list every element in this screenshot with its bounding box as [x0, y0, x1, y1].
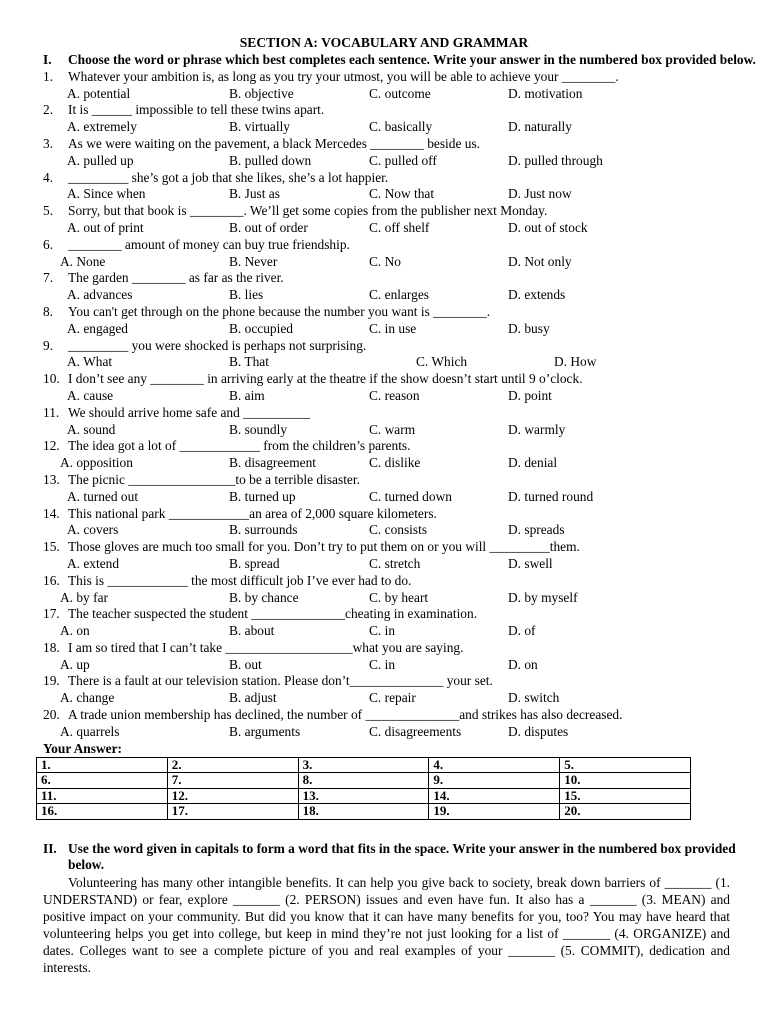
question-text: Sorry, but that book is ________. We’ll get some copies from the publisher next Monday. [68, 203, 548, 219]
question-number: 1. [43, 68, 54, 84]
answer-box[interactable]: 5. [560, 757, 691, 773]
answer-box[interactable]: 18. [298, 804, 429, 820]
question-number: 13. [43, 471, 60, 487]
question-number: 4. [43, 169, 54, 185]
question-number: 9. [43, 337, 54, 353]
question-11 [0, 405, 768, 422]
option-c: C. reason [369, 387, 420, 403]
option-c: C. Now that [369, 186, 435, 202]
question-text: _________ she’s got a job that she likes, she’s a lot happier. [68, 169, 389, 185]
question-options [0, 657, 768, 674]
option-b: B. turned up [229, 488, 296, 504]
option-d: D. turned round [508, 488, 594, 504]
answer-box[interactable]: 13. [298, 788, 429, 804]
question-options [0, 86, 768, 103]
question-text: The teacher suspected the student ______________cheating in examination. [68, 606, 478, 622]
option-c: C. in [369, 656, 396, 672]
option-a: A. by far [60, 589, 108, 605]
answer-box[interactable]: 14. [429, 788, 560, 804]
question-options [0, 186, 768, 203]
question-text: You can't get through on the phone because the number you want is ________. [68, 303, 491, 319]
option-b: B. disagreement [229, 455, 317, 471]
option-a: A. Since when [67, 186, 146, 202]
question-number: 12. [43, 438, 60, 454]
question-options [0, 388, 768, 405]
option-b: B. out [229, 656, 262, 672]
option-d: D. out of stock [508, 219, 588, 235]
question-number: 6. [43, 236, 54, 252]
answer-box[interactable]: 17. [167, 804, 298, 820]
option-a: A. change [60, 690, 115, 706]
question-8 [0, 304, 768, 321]
option-b: B. pulled down [229, 152, 312, 168]
answer-box[interactable]: 9. [429, 773, 560, 789]
part1-instruction-text: Choose the word or phrase which best completes each sentence. Write your answer in the numbered box provided below. [68, 52, 756, 67]
option-c: C. dislike [369, 455, 421, 471]
option-a: A. pulled up [67, 152, 134, 168]
answer-box[interactable]: 6. [37, 773, 168, 789]
question-text: As we were waiting on the pavement, a black Mercedes ________ beside us. [68, 135, 481, 151]
question-options [0, 556, 768, 573]
question-text: _________ you were shocked is perhaps not surprising. [68, 337, 367, 353]
option-d: D. naturally [508, 119, 572, 135]
option-a: A. turned out [67, 488, 139, 504]
question-15 [0, 539, 768, 556]
answer-box[interactable]: 12. [167, 788, 298, 804]
option-d: D. extends [508, 287, 566, 303]
question-options [0, 724, 768, 741]
option-a: A. potential [67, 85, 131, 101]
option-a: A. extremely [67, 119, 137, 135]
option-b: B. by chance [229, 589, 299, 605]
answer-box[interactable]: 15. [560, 788, 691, 804]
option-d: D. motivation [508, 85, 583, 101]
question-16 [0, 573, 768, 590]
option-c: C. by heart [369, 589, 429, 605]
question-text: This national park ____________an area of 2,000 square kilometers. [68, 505, 437, 521]
option-b: B. surrounds [229, 522, 298, 538]
question-options [0, 489, 768, 506]
answer-box[interactable]: 20. [560, 804, 691, 820]
question-text: It is ______ impossible to tell these twins apart. [68, 102, 325, 118]
question-number: 5. [43, 203, 54, 219]
part2-instruction [0, 841, 768, 875]
option-b: B. arguments [229, 723, 301, 739]
option-a: A. quarrels [60, 723, 120, 739]
question-text: A trade union membership has declined, the number of ______________and strikes has also decreased. [68, 707, 623, 723]
option-a: A. None [60, 253, 106, 269]
answer-box[interactable]: 11. [37, 788, 168, 804]
question-13 [0, 472, 768, 489]
option-a: A. sound [67, 421, 116, 437]
option-c: C. in [369, 623, 396, 639]
question-1 [0, 69, 768, 86]
section-title: SECTION A: VOCABULARY AND GRAMMAR [239, 35, 529, 50]
question-4 [0, 170, 768, 187]
question-5 [0, 203, 768, 220]
question-12 [0, 438, 768, 455]
option-c: C. pulled off [369, 152, 437, 168]
option-d: D. busy [508, 320, 550, 336]
option-b: B. spread [229, 555, 280, 571]
part1-instruction [0, 52, 768, 69]
question-20 [0, 707, 768, 724]
option-c: C. turned down [369, 488, 452, 504]
question-number: 16. [43, 572, 60, 588]
option-d: D. of [508, 623, 536, 639]
question-number: 2. [43, 102, 54, 118]
answer-box[interactable]: 8. [298, 773, 429, 789]
question-options [0, 321, 768, 338]
option-c: C. disagreements [369, 723, 462, 739]
question-text: I am so tired that I can’t take ___________________what you are saying. [68, 639, 464, 655]
question-7 [0, 270, 768, 287]
question-options [0, 220, 768, 237]
question-number: 7. [43, 270, 54, 286]
question-options [0, 287, 768, 304]
option-b: B. aim [229, 387, 265, 403]
option-d: D. on [508, 656, 538, 672]
option-a: A. engaged [67, 320, 128, 336]
option-c: C. basically [369, 119, 433, 135]
part2-number: II. [43, 840, 57, 856]
question-9 [0, 338, 768, 355]
option-a: A. What [67, 354, 113, 370]
answer-box[interactable]: 1. [37, 757, 168, 773]
question-number: 14. [43, 505, 60, 521]
option-a: A. on [60, 623, 90, 639]
option-a: A. opposition [60, 455, 133, 471]
option-b: B. Never [229, 253, 278, 269]
question-text: ________ amount of money can buy true friendship. [68, 236, 350, 252]
option-d: D. warmly [508, 421, 566, 437]
option-c: C. outcome [369, 85, 431, 101]
part2-paragraph-text: Volunteering has many other intangible benefits. It can help you give back to society, break down barriers of _______ (1. UNDERSTAND) or fear, explore _______ (2. PERSON) issues and even have fun. It also has a _______ (3. MEAN) and positive impact on your community. But did you know that it can have many benefits for you, too? You may have heard that volunteering helps you get into college, but keep in mind they’re not just looking for a list of _______ (4. ORGANIZE) and dates. Colleges want to see a complete picture of you and real examples of your _______ (5. COMMIT), dedication and interests. [43, 875, 730, 976]
answer-box[interactable]: 3. [298, 757, 429, 773]
option-b: B. occupied [229, 320, 293, 336]
option-a: A. up [60, 656, 90, 672]
option-a: A. covers [67, 522, 119, 538]
question-text: Whatever your ambition is, as long as you try your utmost, you will be able to achieve your ________. [68, 68, 619, 84]
question-number: 8. [43, 303, 54, 319]
option-c: C. enlarges [369, 287, 429, 303]
question-number: 20. [43, 707, 60, 723]
option-c: C. off shelf [369, 219, 430, 235]
option-a: A. advances [67, 287, 133, 303]
question-options [0, 119, 768, 136]
question-options [0, 422, 768, 439]
question-text: The idea got a lot of ____________ from the children’s parents. [68, 438, 411, 454]
option-b: B. out of order [229, 219, 308, 235]
option-d: D. disputes [508, 723, 569, 739]
question-options [0, 522, 768, 539]
question-options [0, 590, 768, 607]
option-a: A. extend [67, 555, 120, 571]
option-c: C. stretch [369, 555, 421, 571]
option-c: C. No [369, 253, 401, 269]
question-text: There is a fault at our television station. Please don’t______________ your set. [68, 673, 493, 689]
option-a: A. cause [67, 387, 114, 403]
option-c: C. consists [369, 522, 428, 538]
part2-instruction-text: Use the word given in capitals to form a word that fits in the space. Write your answer in the numbered box provided below. [68, 840, 736, 873]
question-options [0, 690, 768, 707]
option-d: D. Just now [508, 186, 572, 202]
option-c: C. Which [416, 354, 468, 370]
answer-box[interactable]: 16. [37, 804, 168, 820]
answer-row [37, 804, 691, 820]
question-options [0, 623, 768, 640]
question-text: This is ____________ the most difficult job I’ve ever had to do. [68, 572, 412, 588]
question-6 [0, 237, 768, 254]
question-number: 10. [43, 371, 60, 387]
option-c: C. in use [369, 320, 417, 336]
question-options [0, 455, 768, 472]
question-number: 15. [43, 539, 60, 555]
question-number: 18. [43, 639, 60, 655]
answer-row [37, 757, 691, 773]
option-d: D. pulled through [508, 152, 603, 168]
option-d: D. Not only [508, 253, 572, 269]
option-d: D. by myself [508, 589, 578, 605]
option-b: B. Just as [229, 186, 280, 202]
answer-grid [36, 757, 691, 820]
answer-label: Your Answer: [43, 740, 122, 756]
option-a: A. out of print [67, 219, 144, 235]
worksheet-page [0, 35, 768, 976]
question-list [0, 69, 768, 741]
option-d: D. switch [508, 690, 560, 706]
option-c: C. repair [369, 690, 416, 706]
option-b: B. about [229, 623, 275, 639]
option-b: B. virtually [229, 119, 290, 135]
question-17 [0, 606, 768, 623]
option-d: D. denial [508, 455, 558, 471]
question-18 [0, 640, 768, 657]
question-14 [0, 506, 768, 523]
option-d: D. point [508, 387, 552, 403]
option-b: B. adjust [229, 690, 277, 706]
answer-box[interactable]: 4. [429, 757, 560, 773]
question-number: 11. [43, 404, 60, 420]
question-2 [0, 102, 768, 119]
option-b: B. objective [229, 85, 294, 101]
option-d: D. How [554, 354, 597, 370]
question-options [0, 153, 768, 170]
question-number: 17. [43, 606, 60, 622]
option-d: D. swell [508, 555, 553, 571]
question-number: 19. [43, 673, 60, 689]
answer-row [37, 773, 691, 789]
question-text: The garden ________ as far as the river. [68, 270, 284, 286]
question-text: I don’t see any ________ in arriving early at the theatre if the show doesn’t start until 9 o’clock. [68, 371, 583, 387]
answer-box[interactable]: 10. [560, 773, 691, 789]
option-d: D. spreads [508, 522, 565, 538]
question-text: The picnic ________________to be a terrible disaster. [68, 471, 360, 487]
option-b: B. That [229, 354, 269, 370]
option-c: C. warm [369, 421, 416, 437]
answer-row [37, 788, 691, 804]
question-text: We should arrive home safe and __________ [68, 404, 311, 420]
part1-number: I. [43, 52, 52, 67]
question-number: 3. [43, 135, 54, 151]
option-b: B. soundly [229, 421, 288, 437]
question-text: Those gloves are much too small for you. Don’t try to put them on or you will _________them. [68, 539, 580, 555]
question-10 [0, 371, 768, 388]
part2-paragraph [0, 874, 768, 976]
answer-box[interactable]: 19. [429, 804, 560, 820]
answer-box[interactable]: 7. [167, 773, 298, 789]
question-options [0, 254, 768, 271]
option-b: B. lies [229, 287, 264, 303]
question-3 [0, 136, 768, 153]
question-options [0, 354, 768, 371]
question-19 [0, 673, 768, 690]
answer-box[interactable]: 2. [167, 757, 298, 773]
